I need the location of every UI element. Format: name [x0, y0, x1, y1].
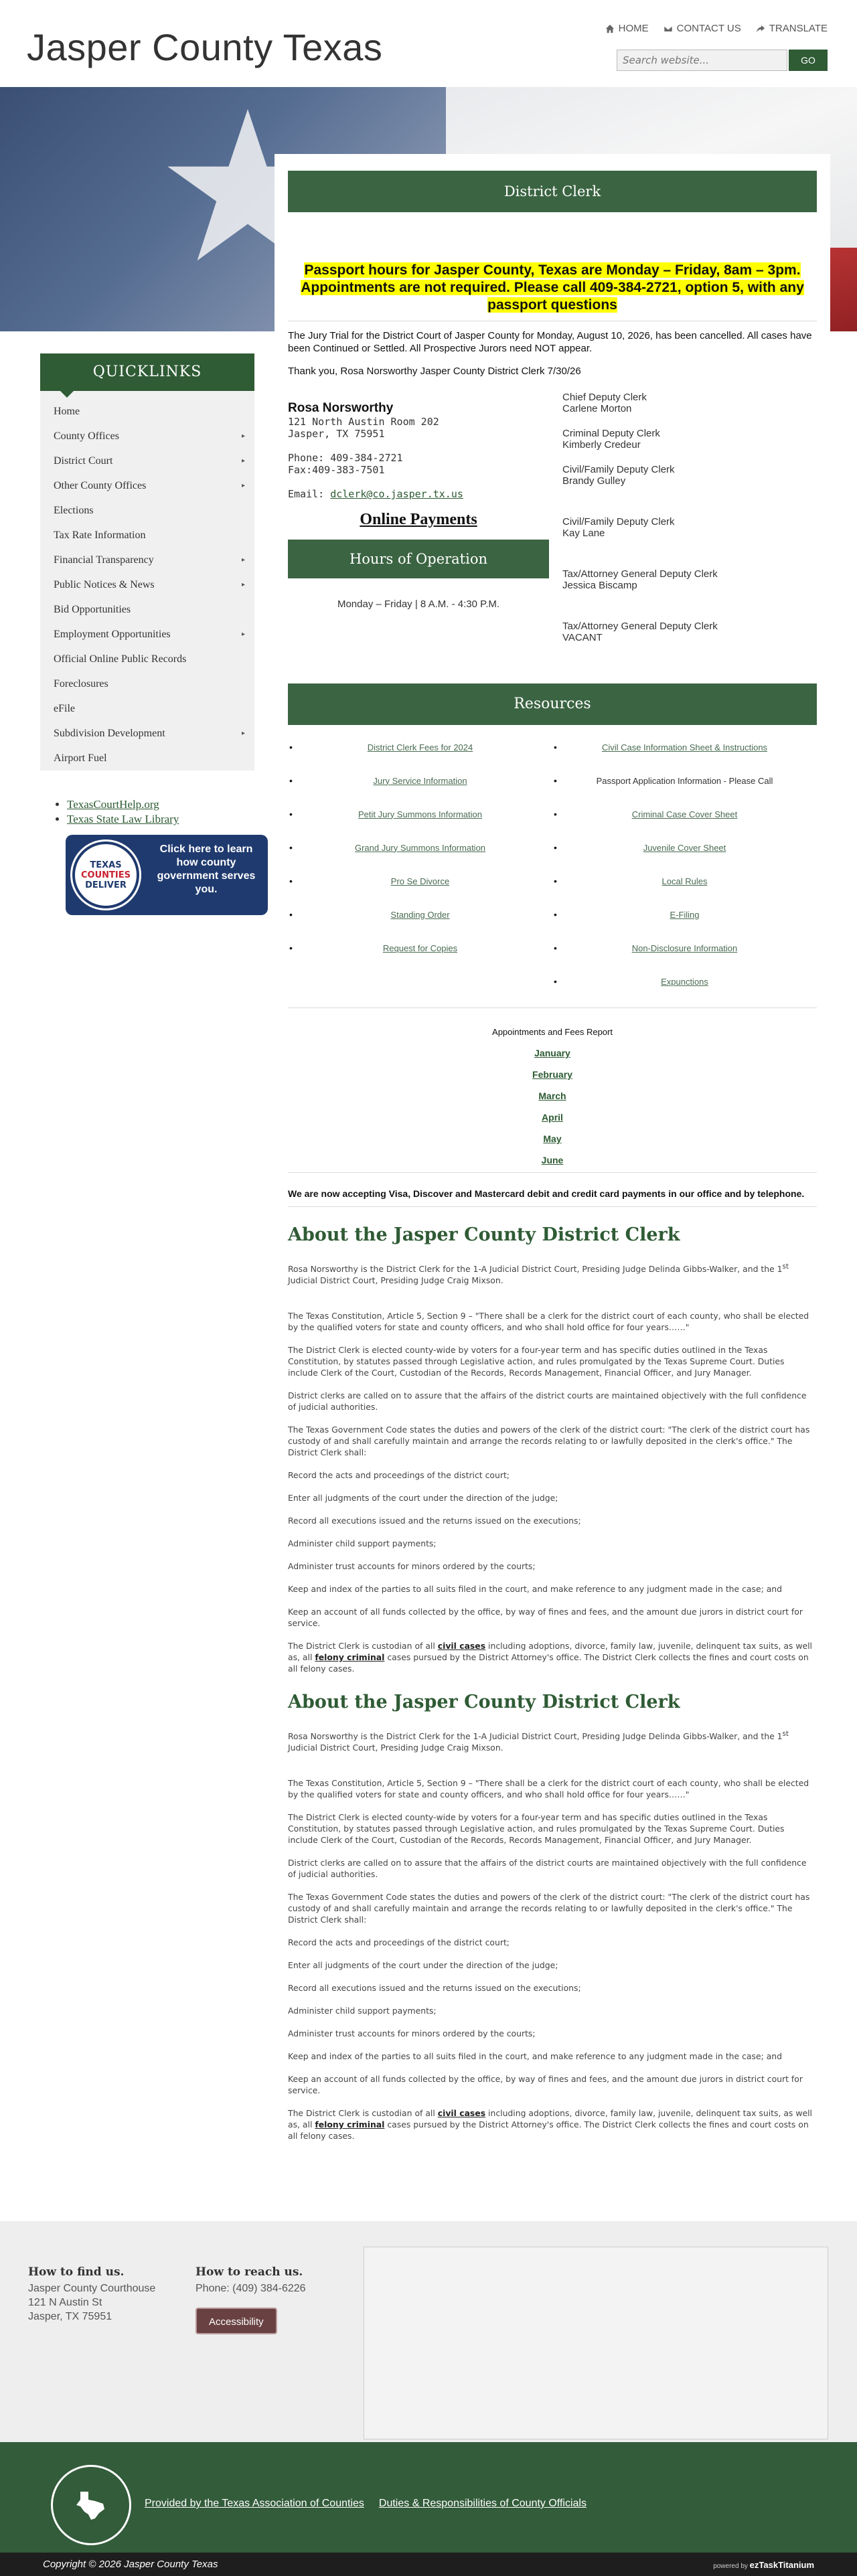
- resource-item: [288, 931, 552, 965]
- clerk-name: Rosa Norsworthy: [288, 401, 394, 415]
- staff-entry: [562, 516, 817, 539]
- clerk-email-row: [288, 488, 549, 500]
- clerk-contact-column: [288, 392, 549, 657]
- about-paragraph: The Texas Constitution, Article 5, Section 9 – "There shall be a clerk for the district court of each county, who shall be elected by the qualified voters for state and county officers, and who shall hold office for four years……": [288, 1311, 809, 1333]
- about-paragraph: The Texas Government Code states the duties and powers of the clerk of the district court: "The clerk of the district court has custody of and shall carefully maintain and arrange the records relating to or lawfully deposited in the clerk's office." The District Clerk shall:: [288, 1425, 810, 1458]
- online-payments-link[interactable]: Online Payments: [360, 511, 477, 528]
- resource-link[interactable]: • Juvenile Cover Sheet: [643, 842, 726, 853]
- about-section: [288, 1692, 817, 2142]
- quicklinks-title: QUICKLINKS: [40, 353, 254, 391]
- powered-by[interactable]: [713, 2560, 814, 2570]
- resources-right: [552, 730, 817, 998]
- divider: [288, 1172, 817, 1173]
- resource-link[interactable]: • Criminal Case Cover Sheet: [631, 809, 738, 819]
- chevron-right-icon: ▸: [241, 730, 245, 737]
- powered-by-label: powered by: [713, 2563, 748, 2570]
- staff-name: Carlene Morton: [562, 403, 632, 414]
- clerk-contact: [288, 401, 549, 500]
- month-link[interactable]: February: [532, 1069, 572, 1080]
- about-title: About the Jasper County District Clerk: [288, 1692, 680, 1713]
- about-paragraph: The Texas Constitution, Article 5, Section 9 – "There shall be a clerk for the district court of each county, who shall be elected by the qualified voters for state and county officers, and who shall hold office for four years……": [288, 1778, 809, 1800]
- copyright: Copyright © 2026 Jasper County Texas: [43, 2559, 218, 2570]
- about-paragraph: Record the acts and proceedings of the district court;: [288, 1937, 510, 1948]
- about-paragraph: Keep an account of all funds collected by the office, by way of fines and fees, and the amount due jurors in district court for service.: [288, 1607, 803, 1629]
- civil-cases-text: civil cases: [437, 2108, 486, 2119]
- about-paragraph: [288, 1728, 817, 1753]
- texas-counties-deliver-banner[interactable]: [66, 835, 268, 915]
- sidebar-item[interactable]: [40, 449, 254, 473]
- about-paragraph: [288, 1261, 817, 1286]
- sidebar-item-label: Official Online Public Records: [54, 653, 187, 665]
- top-links: [605, 23, 828, 34]
- sidebar-item-label: Home: [54, 405, 80, 417]
- sidebar-item-label: Financial Transparency: [54, 554, 154, 566]
- sidebar-item-label: District Court: [54, 455, 113, 467]
- resource-link[interactable]: • Grand Jury Summons Information: [354, 842, 486, 853]
- about-paragraph: Administer child support payments;: [288, 1538, 437, 1549]
- resources-list: [288, 730, 817, 998]
- clerk-address-2: Jasper, TX 75951: [288, 428, 385, 440]
- sidebar-item-label: Airport Fuel: [54, 752, 107, 764]
- passport-notice: [288, 262, 817, 314]
- search-input[interactable]: [617, 50, 787, 71]
- tac-link[interactable]: Provided by the Texas Association of Counties: [145, 2498, 364, 2509]
- chevron-right-icon: ▸: [241, 432, 245, 440]
- resource-item: [552, 764, 817, 797]
- texas-counties-deliver-logo: [72, 841, 139, 908]
- sidebar-item[interactable]: [40, 473, 254, 498]
- about-text: including adoptions, divorce, family law, juvenile, delinquent tax suits, as well as, all: [288, 2108, 812, 2130]
- sidebar-item[interactable]: [40, 746, 254, 771]
- about-sup: st: [782, 1730, 789, 1739]
- reach-us: [196, 2265, 306, 2334]
- reach-us-phone: Phone: (409) 384-6226: [196, 2283, 306, 2294]
- footer-links: [145, 2498, 587, 2510]
- staff-name: Kay Lane: [562, 528, 605, 539]
- staff-name: Jessica Biscamp: [562, 580, 637, 591]
- staff-name: Kimberly Credeur: [562, 439, 641, 451]
- hours-title: Hours of Operation: [288, 540, 549, 578]
- resource-link[interactable]: • Jury Service Information: [373, 775, 467, 786]
- felony-criminal-text: felony criminal: [315, 2119, 385, 2130]
- about-paragraph: District clerks are called on to assure that the affairs of the district courts are maintained objectively with the full confidence of judicial authorities.: [288, 1390, 807, 1413]
- clerk-phone: Phone: 409-384-2721: [288, 452, 403, 464]
- resource-link[interactable]: • Request for Copies: [382, 943, 458, 953]
- resource-link[interactable]: • Non-Disclosure Information: [631, 943, 738, 953]
- page-title: District Clerk: [288, 171, 817, 212]
- about-text: cases pursued by the District Attorney's office. The District Clerk collects the fines and court costs on all felony cases.: [288, 1652, 809, 1674]
- duties-link[interactable]: Duties & Responsibilities of County Officials: [378, 2498, 587, 2509]
- divider: [288, 1206, 817, 1207]
- find-us-title: How to find us.: [28, 2265, 125, 2279]
- main-content: [275, 154, 830, 2153]
- felony-criminal-text: felony criminal: [315, 1652, 385, 1663]
- reach-us-title: How to reach us.: [196, 2265, 303, 2279]
- about-text: The District Clerk is custodian of all: [288, 2108, 438, 2119]
- sidebar-item[interactable]: [40, 399, 254, 424]
- sidebar-item[interactable]: [40, 696, 254, 721]
- staff-title: Criminal Deputy Clerk: [562, 428, 660, 439]
- about-paragraph: District clerks are called on to assure that the affairs of the district courts are maintained objectively with the full confidence of judicial authorities.: [288, 1858, 807, 1880]
- about-paragraph: Administer trust accounts for minors ordered by the courts;: [288, 2028, 536, 2039]
- about-text: including adoptions, divorce, family law, juvenile, delinquent tax suits, as well as, all: [288, 1641, 812, 1663]
- texas-association-logo[interactable]: [51, 2465, 131, 2545]
- resource-item: [552, 965, 817, 998]
- staff-title: Tax/Attorney General Deputy Clerk: [562, 621, 718, 632]
- find-us-line-3: Jasper, TX 75951: [28, 2311, 112, 2322]
- sidebar-link-item: [67, 812, 254, 827]
- month-link[interactable]: June: [541, 1155, 564, 1165]
- resource-link[interactable]: • Civil Case Information Sheet & Instructions: [601, 742, 768, 752]
- sidebar: [40, 353, 254, 915]
- translate-link-label: TRANSLATE: [769, 23, 828, 34]
- sidebar-item-label: Public Notices & News: [54, 578, 155, 590]
- appointments-report: [288, 1027, 817, 1165]
- appointments-title: Appointments and Fees Report: [492, 1027, 613, 1037]
- passport-notice-text: Passport hours for Jasper County, Texas are Monday – Friday, 8am – 3pm. Appointments are not required. Please call 409-384-2721, option 5, with any passport questions: [301, 262, 804, 313]
- staff-title: Civil/Family Deputy Clerk: [562, 464, 675, 475]
- staff-entry: [562, 392, 817, 414]
- about-paragraph: Enter all judgments of the court under the direction of the judge;: [288, 1493, 558, 1504]
- staff-column: [562, 392, 817, 657]
- resource-link[interactable]: • Expunctions: [661, 976, 708, 987]
- home-icon: [605, 24, 615, 33]
- find-us-line-1: Jasper County Courthouse: [28, 2283, 156, 2294]
- brand-name: ezTaskTitanium: [749, 2560, 814, 2570]
- sidebar-item-label: Other County Offices: [54, 479, 147, 491]
- clerk-address-1: 121 North Austin Room 202: [288, 416, 439, 428]
- home-link-label: HOME: [618, 23, 649, 34]
- about-paragraph: Keep and index of the parties to all suits filed in the court, and make reference to any judgment made in the case; and: [288, 2051, 783, 2062]
- search-form: [617, 50, 828, 71]
- about-paragraph: Record the acts and proceedings of the district court;: [288, 1470, 510, 1481]
- about-title: About the Jasper County District Clerk: [288, 1224, 680, 1245]
- about-paragraph: [288, 2107, 817, 2142]
- resource-text: • Passport Application Information - Please Call: [596, 775, 773, 786]
- logo-text-2: COUNTIES: [81, 870, 131, 880]
- jury-notice: The Jury Trial for the District Court of Jasper County for Monday, August 10, 2026, has been cancelled. All cases have been Continued or Settled. All Prospective Jurors need NOT appear.: [288, 330, 812, 354]
- resource-item: [552, 931, 817, 965]
- sidebar-item-label: Elections: [54, 504, 94, 516]
- chevron-right-icon: ▸: [241, 581, 245, 588]
- resource-item: [288, 831, 552, 864]
- share-icon: [756, 24, 765, 33]
- clerk-email-label: Email:: [288, 488, 331, 500]
- about-paragraph: [288, 1640, 817, 1674]
- tcd-text: Click here to learn how county government serves you.: [157, 843, 256, 895]
- resource-item: [552, 864, 817, 898]
- resource-link[interactable]: • District Clerk Fees for 2024: [367, 742, 473, 752]
- sidebar-item-label: County Offices: [54, 430, 119, 442]
- staff-name: VACANT: [562, 632, 603, 643]
- chevron-right-icon: ▸: [241, 631, 245, 638]
- month-link[interactable]: January: [534, 1048, 570, 1058]
- sidebar-links: [40, 797, 254, 827]
- search-button[interactable]: GO: [789, 50, 828, 71]
- sidebar-item[interactable]: [40, 597, 254, 622]
- resource-item: [288, 864, 552, 898]
- footer-contact: [0, 2221, 857, 2442]
- about-section: [288, 1224, 817, 1674]
- about-paragraph: Record all executions issued and the returns issued on the executions;: [288, 1983, 581, 1994]
- resource-item: [288, 898, 552, 931]
- sidebar-link-item: [67, 797, 254, 812]
- staff-entry: [562, 568, 817, 591]
- sidebar-item-label: eFile: [54, 702, 75, 714]
- about-text: Judicial District Court, Presiding Judge Craig Mixson.: [288, 1275, 503, 1286]
- translate-link[interactable]: [756, 23, 828, 34]
- sidebar-item[interactable]: [40, 572, 254, 597]
- resource-item: [552, 898, 817, 931]
- chevron-right-icon: ▸: [241, 457, 245, 465]
- about-paragraph: Administer trust accounts for minors ordered by the courts;: [288, 1561, 536, 1572]
- resource-link[interactable]: • Pro Se Divorce: [390, 876, 450, 886]
- resource-item: [552, 730, 817, 764]
- sidebar-item-label: Bid Opportunities: [54, 603, 131, 615]
- resource-link[interactable]: • Petit Jury Summons Information: [358, 809, 482, 819]
- month-link[interactable]: April: [542, 1112, 563, 1123]
- staff-entry: [562, 464, 817, 487]
- home-link[interactable]: [605, 23, 649, 34]
- texascourthelp-link[interactable]: TexasCourtHelp.org: [67, 798, 159, 811]
- resource-item: [288, 764, 552, 797]
- sidebar-item[interactable]: [40, 647, 254, 671]
- resource-item: [288, 730, 552, 764]
- chevron-right-icon: ▸: [241, 482, 245, 489]
- sidebar-item-label: Foreclosures: [54, 677, 108, 690]
- footer-bottom: [0, 2553, 857, 2576]
- quicklinks-menu: [40, 391, 254, 771]
- clerk-email-link[interactable]: dclerk@co.jasper.tx.us: [330, 488, 463, 500]
- accessibility-button[interactable]: Accessibility: [196, 2308, 277, 2334]
- hours-text: Monday – Friday | 8 A.M. - 4:30 P.M.: [337, 598, 500, 610]
- resource-link[interactable]: • Local Rules: [661, 876, 708, 886]
- sidebar-item-label: Subdivision Development: [54, 727, 165, 739]
- clerk-info-columns: [288, 392, 817, 657]
- month-link[interactable]: May: [543, 1133, 562, 1144]
- about-text: The District Clerk is custodian of all: [288, 1641, 438, 1652]
- map-embed[interactable]: [364, 2247, 828, 2439]
- resource-link[interactable]: • E-Filing: [670, 909, 700, 920]
- sidebar-item[interactable]: [40, 424, 254, 449]
- logo-text-3: DELIVER: [85, 880, 127, 890]
- sidebar-item[interactable]: [40, 622, 254, 647]
- about-text: cases pursued by the District Attorney's office. The District Clerk collects the fines and court costs on all felony cases.: [288, 2119, 809, 2142]
- sidebar-item[interactable]: [40, 523, 254, 548]
- about-text: Judicial District Court, Presiding Judge Craig Mixson.: [288, 1743, 503, 1753]
- logo-text-1: TEXAS: [90, 860, 122, 870]
- texas-map-icon: [72, 2486, 110, 2524]
- site-header: [0, 0, 857, 87]
- sidebar-item-label: Tax Rate Information: [54, 529, 146, 541]
- resource-link[interactable]: • Standing Order: [390, 909, 450, 920]
- about-paragraph: Record all executions issued and the returns issued on the executions;: [288, 1516, 581, 1526]
- months-list: [288, 1048, 817, 1165]
- about-paragraph: The District Clerk is elected county-wide by voters for a four-year term and has specific duties outlined in the Texas Constitution, by statutes passed through Legislative action, and rules promulgated by the Texas Supreme Court. Duties include Clerk of the Court, Custodian of the Records, Records Management, Financial Officer, and Jury Manager.: [288, 1345, 785, 1378]
- about-text: Rosa Norsworthy is the District Clerk for the 1-A Judicial District Court, Presiding Judge Delinda Gibbs-Walker, and the 1: [288, 1731, 783, 1742]
- sidebar-item-label: Employment Opportunities: [54, 628, 171, 640]
- resources-left: [288, 730, 552, 998]
- resource-item: [552, 831, 817, 864]
- card-payment-notice: We are now accepting Visa, Discover and Mastercard debit and credit card payments in our office and by telephone.: [288, 1188, 805, 1199]
- sidebar-item[interactable]: [40, 721, 254, 746]
- footer-association: [0, 2442, 857, 2553]
- sidebar-item[interactable]: [40, 548, 254, 572]
- staff-name: Brandy Gulley: [562, 475, 626, 487]
- state-law-library-link[interactable]: Texas State Law Library: [67, 813, 179, 825]
- about-paragraph: Keep and index of the parties to all suits filed in the court, and make reference to any judgment made in the case; and: [288, 1584, 783, 1595]
- about-paragraph: The Texas Government Code states the duties and powers of the clerk of the district court: "The clerk of the district court has custody of and shall carefully maintain and arrange the records relating to or lawfully deposited in the clerk's office." The District Clerk shall:: [288, 1892, 810, 1925]
- find-us: [28, 2265, 155, 2324]
- envelope-icon: [664, 24, 673, 33]
- resource-item: [552, 797, 817, 831]
- clerk-fax: Fax:409-383-7501: [288, 464, 385, 476]
- month-link[interactable]: March: [538, 1091, 566, 1101]
- resources-title: Resources: [288, 683, 817, 725]
- about-text: Rosa Norsworthy is the District Clerk for the 1-A Judicial District Court, Presiding Judge Delinda Gibbs-Walker, and the 1: [288, 1264, 783, 1275]
- contact-link-label: CONTACT US: [676, 23, 741, 34]
- staff-entry: [562, 428, 817, 451]
- resource-item: [288, 797, 552, 831]
- contact-link[interactable]: [664, 23, 741, 34]
- staff-title: Tax/Attorney General Deputy Clerk: [562, 568, 718, 580]
- staff-title: Chief Deputy Clerk: [562, 392, 647, 403]
- about-paragraph: Enter all judgments of the court under the direction of the judge;: [288, 1960, 558, 1971]
- site-title[interactable]: Jasper County Texas: [27, 26, 383, 68]
- sidebar-item[interactable]: [40, 498, 254, 523]
- staff-title: Civil/Family Deputy Clerk: [562, 516, 675, 528]
- staff-entry: [562, 621, 817, 643]
- about-sup: st: [782, 1263, 789, 1271]
- civil-cases-text: civil cases: [437, 1641, 486, 1652]
- find-us-line-2: 121 N Austin St: [28, 2297, 102, 2308]
- jury-signature: Thank you, Rosa Norsworthy Jasper County District Clerk 7/30/26: [288, 366, 581, 377]
- sidebar-item[interactable]: [40, 671, 254, 696]
- about-paragraph: The District Clerk is elected county-wide by voters for a four-year term and has specific duties outlined in the Texas Constitution, by statutes passed through Legislative action, and rules promulgated by the Texas Supreme Court. Duties include Clerk of the Court, Custodian of the Records, Records Management, Financial Officer, and Jury Manager.: [288, 1812, 785, 1846]
- about-paragraph: Keep an account of all funds collected by the office, by way of fines and fees, and the amount due jurors in district court for service.: [288, 2074, 803, 2096]
- about-paragraph: Administer child support payments;: [288, 2006, 437, 2016]
- chevron-right-icon: ▸: [241, 556, 245, 564]
